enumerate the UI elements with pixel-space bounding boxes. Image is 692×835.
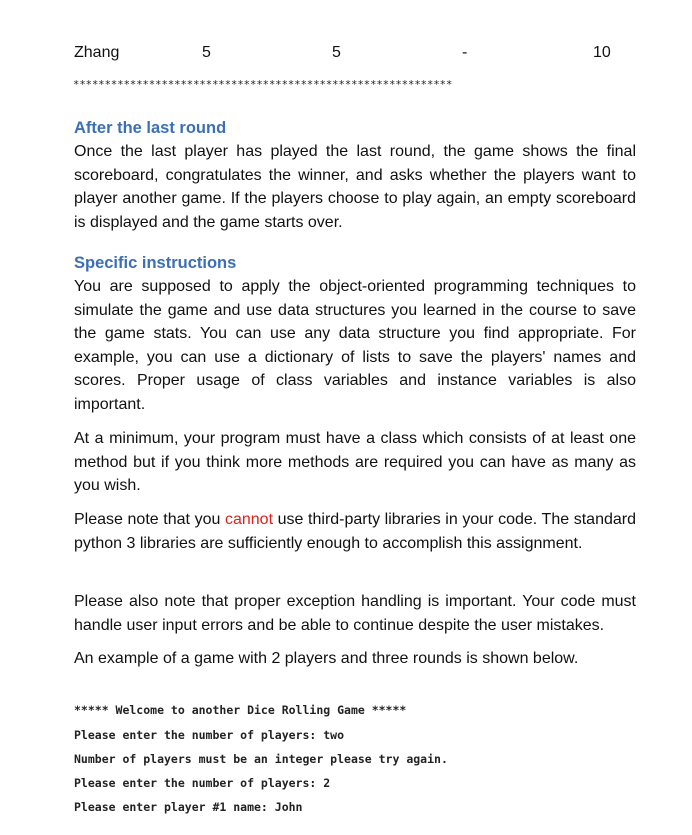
scoreboard-row: [0, 44, 692, 68]
console-line: ***** Welcome to another Dice Rolling Game *****: [74, 703, 407, 717]
score-total: 10: [593, 44, 611, 61]
paragraph-text: Please also note that proper exception handling is important. Your code must handle user input errors and be able to continue despite the user mistakes.: [74, 593, 636, 634]
console-line: Please enter the number of players: 2: [74, 776, 331, 790]
section-after-last-round: [74, 116, 636, 234]
paragraph-text: At a minimum, your program must have a class which consists of at least one method but if you think more methods are required you can have as many as you wish.: [74, 430, 636, 495]
section-paragraph: You are supposed to apply the object-oriented programming techniques to simulate the game and use data structures you learned in the course to save the game stats. You can use any data structure you find appropriate. For example, you can use a dictionary of lists to save the players' names and scores. Proper usage of class variables and instance variables is also important.: [74, 278, 636, 413]
section-heading: After the last round: [74, 119, 227, 137]
separator-line: ************************************************************: [73, 79, 453, 91]
console-line: Number of players must be an integer please try again.: [74, 752, 448, 766]
text-before: Please note that you: [74, 511, 225, 528]
score-cell-1: 5: [202, 44, 211, 61]
section-heading: Specific instructions: [74, 254, 237, 272]
console-line: Please enter the number of players: two: [74, 728, 345, 742]
paragraph-example: [74, 647, 636, 671]
paragraph-text: An example of a game with 2 players and three rounds is shown below.: [74, 650, 579, 667]
player-name: Zhang: [74, 44, 120, 61]
console-line: Please enter player #1 name: John: [74, 800, 303, 814]
emphasis-cannot: cannot: [224, 511, 274, 528]
paragraph-exceptions: [74, 590, 636, 637]
section-paragraph: Once the last player has played the last round, the game shows the final scoreboard, congratulates the winner, and asks whether the players want to player another game. If the players choose to play again, an empty scoreboard is displayed and the game starts over.: [74, 143, 636, 231]
text-after: use third-party libraries in your code. The standard python 3 libraries are sufficiently enough to accomplish this assignment.: [74, 511, 636, 552]
paragraph-minimum: [74, 427, 636, 498]
section-specific-instructions: [74, 251, 636, 417]
score-cell-2: 5: [332, 44, 341, 61]
paragraph-libraries: [74, 508, 636, 555]
paragraph-text: [74, 508, 636, 555]
score-cell-3: -: [462, 44, 468, 61]
